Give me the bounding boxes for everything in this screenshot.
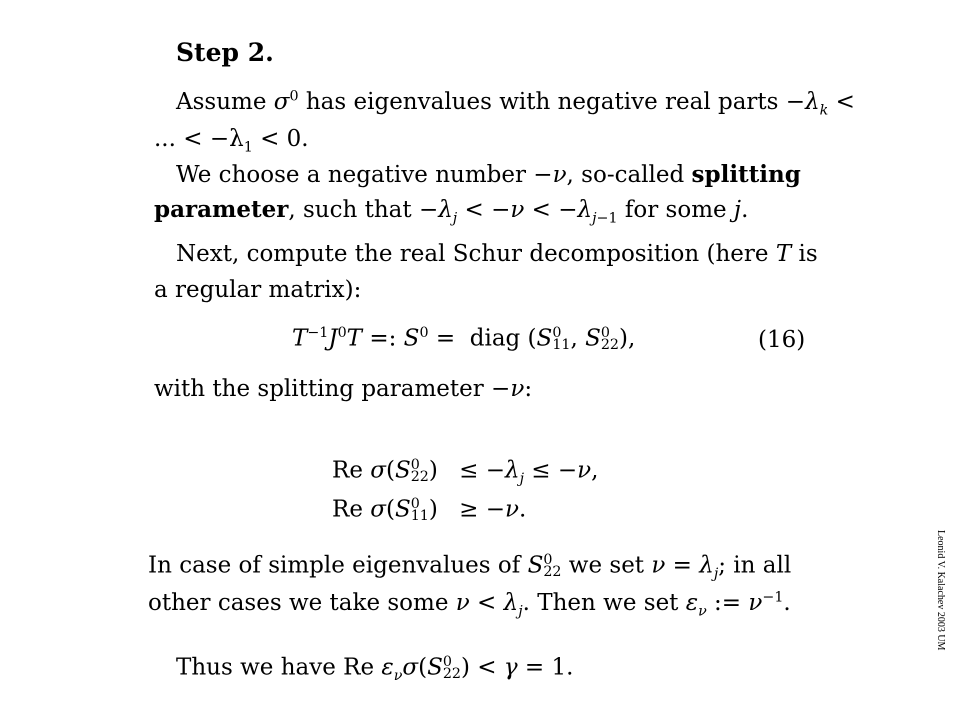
author-side-note: Leonid V. Kalachev 2003 UM — [935, 530, 946, 651]
para5-line2: other cases we take some $\nu < \lambda_j$. Then we set $\varepsilon_\nu$ := $\nu^{-1}$. — [148, 589, 791, 620]
equation-number: (16) — [758, 327, 806, 353]
para1-line1: Assume $\sigma^0$ has eigenvalues with negative real parts $-\lambda_k$ < — [176, 88, 855, 119]
para3-line1: Next, compute the real Schur decomposition (here T is — [176, 241, 818, 267]
inequality-2: Re σ(S 0 11 ) ≥ −ν. — [332, 496, 527, 525]
para1-line2: ... < $-\lambda_1 < 0$. — [154, 126, 309, 156]
para3-line2: a regular matrix): — [154, 277, 362, 303]
equation-16: $T^{-1}J^0T$ =: $S^0$ = diag (S 0 11 , S 0 22 ), — [292, 324, 636, 354]
para6: Thus we have Re $\varepsilon_\nu\sigma(S$ 0 22 ) < γ = 1. — [176, 654, 574, 685]
para2-line2: parameter, such that $-\lambda_j < -\nu < -\lambda_{j-1}$ for some j. — [154, 196, 749, 227]
para5-line1: In case of simple eigenvalues of S 0 22 we set $\nu = \lambda_j$; in all — [148, 552, 792, 583]
step-heading: Step 2. — [176, 38, 274, 67]
inequality-1: Re σ(S 0 22 ) ≤ $-\lambda_j \le -\nu$, — [332, 457, 599, 488]
para2-line1: We choose a negative number −ν, so-called splitting — [176, 161, 801, 188]
para4: with the splitting parameter −ν: — [154, 376, 533, 402]
